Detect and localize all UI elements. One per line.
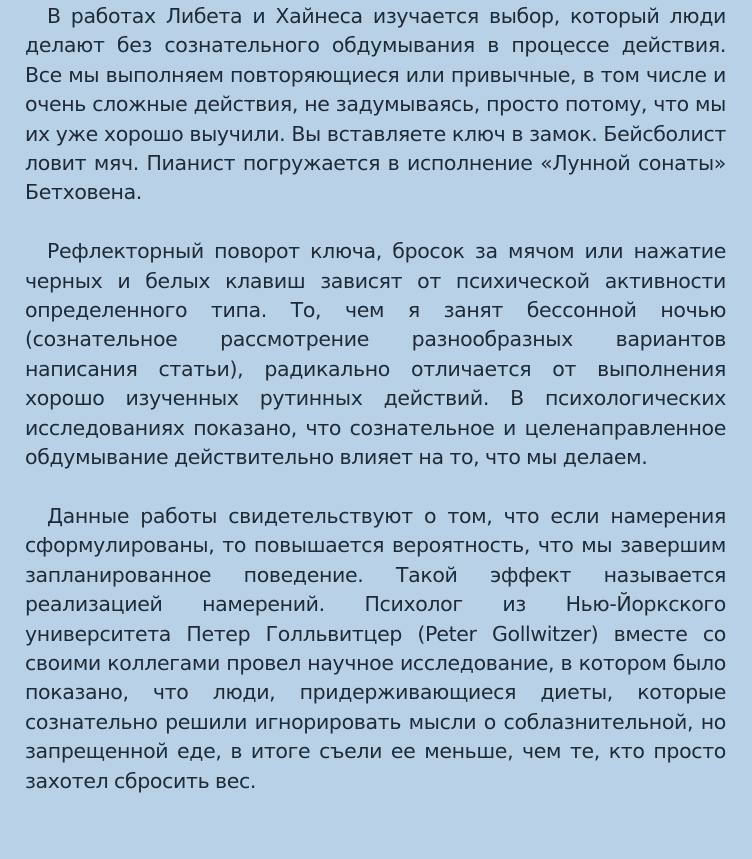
paragraph-2: Рефлекторный поворот ключа, бросок за мячом или нажатие черных и белых клавиш зависят от психической активности определенного типа. То, чем я занят бессонной ночью (сознательное рассмотрение разнообразных вариантов написания статьи), радикально отличается от выполнения хорошо изученных рутинных действий. В психологических исследованиях показано, что сознательное и целенаправленное обдумывание действительно влияет на то, что мы делаем. xyxy=(25,239,726,470)
paragraph-1: В работах Либета и Хайнеса изучается выбор, который люди делают без сознательного обдумывания в процессе действия. Все мы выполняем повторяющиеся или привычные, в том числе и очень сложные действия, не задумываясь, просто потому, что мы их уже хорошо выучили. Вы вставляете ключ в замок. Бейсболист ловит мяч. Пианист погружается в исполнение «Лунной сонаты» Бетховена. xyxy=(25,4,726,205)
paragraph-3: Данные работы свидетельствуют о том, что если намерения сформулированы, то повышается вероятность, что мы завершим запланированное поведение. Такой эффект называется реализацией намерений. Психолог из Нью-Йоркского университета Петер Голльвитцер (Peter Gollwitzer) вместе со своими коллегами провел научное исследование, в котором было показано, что люди, придерживающиеся диеты, которые сознательно решили игнорировать мысли о соблазнительной, но запрещенной еде, в итоге съели ее меньше, чем те, кто просто захотел сбросить вес. xyxy=(25,503,726,793)
